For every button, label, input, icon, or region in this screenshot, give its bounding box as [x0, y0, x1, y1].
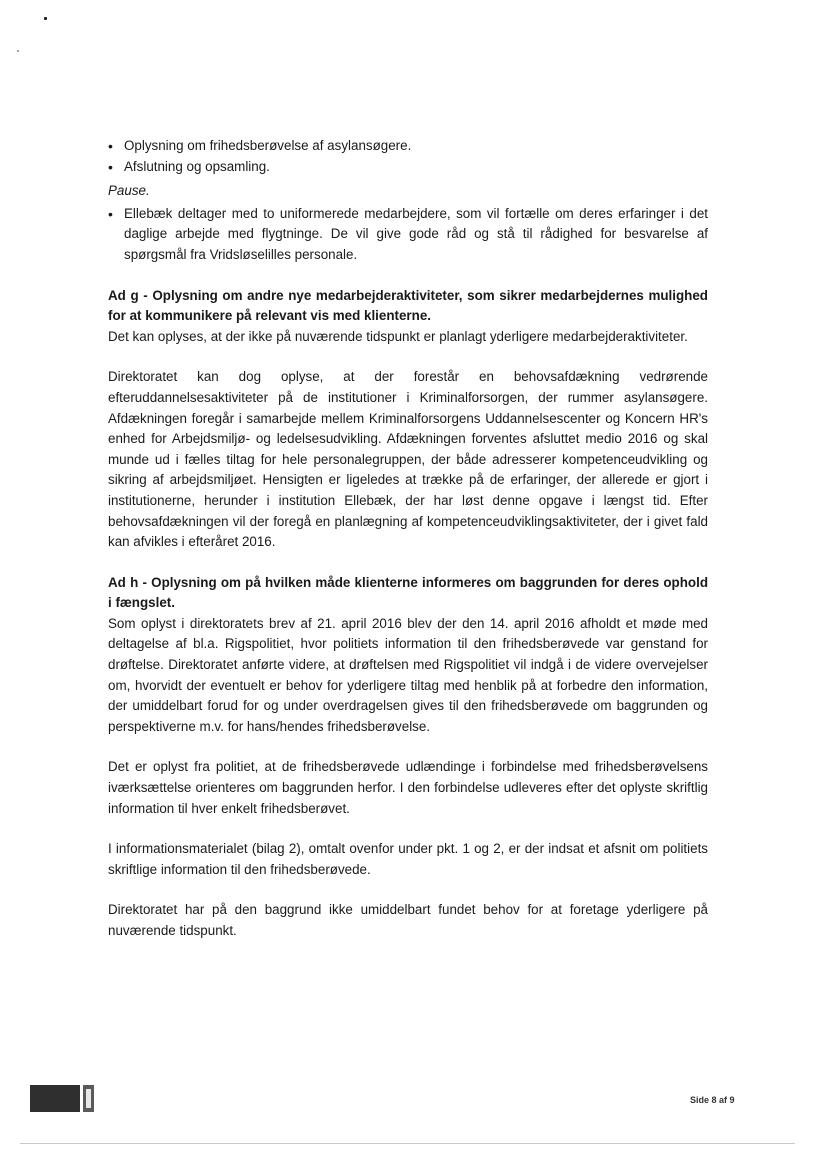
page-number: Side 8 af 9: [690, 1095, 735, 1105]
section-h-paragraph-2: Det er oplyst fra politiet, at de frihedsberøvede udlændinge i forbindelse med frihedsberøvelsens iværksættelse orienteres om baggrunden herfor. I den forbindelse udleveres efter det oplyste skriftlig information til hver enkelt frihedsberøvet.: [108, 759, 708, 816]
scan-speck: [17, 50, 19, 52]
ellebaek-bullet: [108, 204, 708, 266]
pause-label: Pause.: [108, 183, 150, 199]
list-item: • Afslutning og opsamling.: [108, 157, 708, 178]
agenda-bullets: [108, 136, 708, 177]
section-g-heading: Ad g - Oplysning om andre nye medarbejderaktiviteter, som sikrer medarbejdernes mulighed for at kommunikere på relevant vis med klienterne.: [108, 287, 708, 324]
document-body: [108, 136, 708, 942]
list-item: • Oplysning om frihedsberøvelse af asylansøgere.: [108, 136, 708, 157]
section-h-paragraph-1: Som oplyst i direktoratets brev af 21. april 2016 blev der den 14. april 2016 afholdt et møde med deltagelse af bl.a. Rigspolitiet, hvor politiets information til den frihedsberøvede var genstand for drøftelse. Direktoratet anførte videre, at drøftelsen med Rigspolitiet vil indgå i de videre overvejelser om, hvorvidt der eventuelt er behov for yderligere tiltag med henblik på at forbedre den information, der umiddelbart forud for og under overdragelsen gives til den frihedsberøvede om baggrunden og perspektiverne m.v. for hans/hendes frihedsberøvelse.: [108, 615, 708, 734]
section-g-intro: Det kan oplyses, at der ikke på nuværende tidspunkt er planlagt yderligere medarbejderaktiviteter.: [108, 328, 688, 344]
section-h-paragraph-4: Direktoratet har på den baggrund ikke umiddelbart fundet behov for at foretage yderligere på nuværende tidspunkt.: [108, 902, 708, 938]
scan-speck: [44, 17, 47, 20]
list-item: • Ellebæk deltager med to uniformerede medarbejdere, som vil fortælle om deres erfaringer i det daglige arbejde med flygtninge. De vil give gode råd og stå til rådighed for besvarelse af spørgsmål fra Vridsløselilles personale.: [108, 204, 708, 266]
section-h-paragraph-3: I informationsmaterialet (bilag 2), omtalt ovenfor under pkt. 1 og 2, er der indsat et afsnit om politiets skriftlige information til den frihedsberøvede.: [108, 841, 708, 877]
footer-logo-block: [30, 1085, 94, 1112]
section-g-paragraph: Direktoratet kan dog oplyse, at der forestår en behovsafdækning vedrørende efteruddannelsesaktiviteter på de institutioner i Kriminalforsorgen, der rummer asylansøgere. Afdækningen foregår i samarbejde mellem Kriminalforsorgens Uddannelsescenter og Koncern HR's enhed for Arbejdsmiljø- og ledelsesudvikling. Afdækningen forventes afsluttet medio 2016 og skal munde ud i fælles tiltag for hele personalegruppen, der både adresserer kompetenceudvikling og sikring af arbejdsmiljøet. Hensigten er ligeledes at trække på de erfaringer, der allerede er gjort i institutionerne, herunder i institution Ellebæk, der har løst denne opgave i længst tid. Efter behovsafdækningen vil der foregå en planlægning af kompetenceudviklingsaktiviteter, der i givet fald kan afvikles i efteråret 2016.: [108, 369, 708, 550]
footer-divider: [20, 1143, 795, 1144]
section-h-heading: Ad h - Oplysning om på hvilken måde klienterne informeres om baggrunden for deres ophold i fængslet.: [108, 574, 708, 611]
